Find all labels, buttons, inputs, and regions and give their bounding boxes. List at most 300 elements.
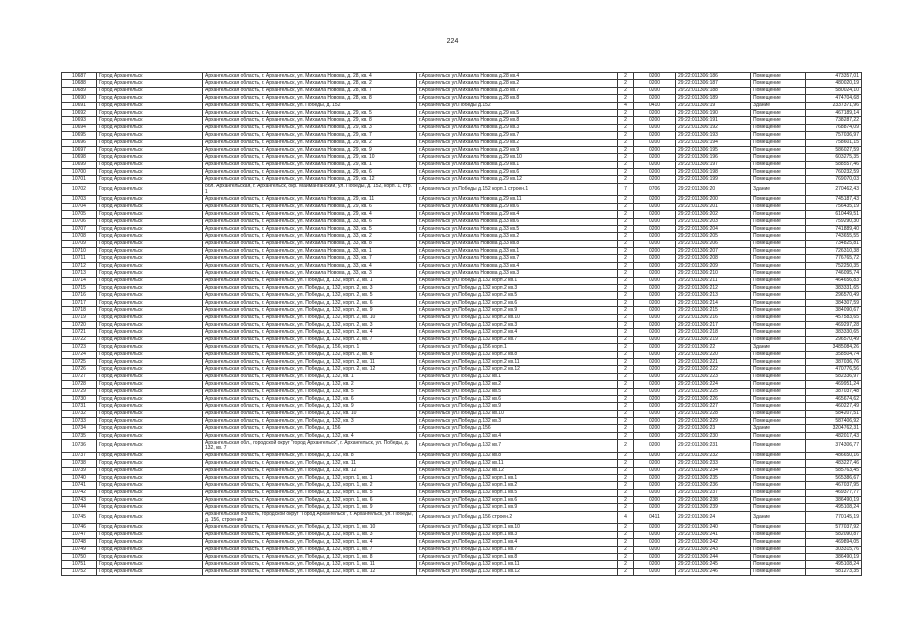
table-row	[62, 504, 862, 511]
full-address-cell: Архангельская область, г. Архангельск, ул. Победы, д. 132, корп. 2, кв. 1	[203, 277, 417, 284]
full-address-cell: Архангельская область, г. Архангельск, ул. Победы, д. 132, кв. 11	[203, 460, 417, 467]
municipality-cell: Город Архангельск	[97, 403, 203, 410]
function-code-cell: 0200	[634, 418, 676, 425]
short-address-cell: г.Архангельск ул.Победы д.132 корп.1 кв.6	[417, 497, 618, 504]
function-code-cell: 0200	[634, 73, 676, 80]
record-id-cell: 10711	[62, 255, 97, 262]
object-type-cell: Помещение	[751, 139, 806, 146]
group-code-cell: 2	[618, 344, 634, 351]
cadastral-number-cell: 29:22:011306:206	[676, 240, 751, 247]
full-address-cell: Архангельская область, г. Архангельск, ул. Михаила Новова, д. 29, кв. 7	[203, 132, 417, 139]
table-row	[62, 553, 862, 560]
record-id-cell: 10713	[62, 270, 97, 277]
function-code-cell: 0200	[634, 285, 676, 292]
short-address-cell: г.Архангельск ул.Победы д.132 корп.1 кв.7	[417, 546, 618, 553]
municipality-cell: Город Архангельск	[97, 336, 203, 343]
record-id-cell: 10720	[62, 322, 97, 329]
cadastral-value-cell: 387037,48	[806, 388, 862, 395]
short-address-cell: г.Архангельск ул.Михаила Новова д.33 кв.4	[417, 262, 618, 269]
municipality-cell: Город Архангельск	[97, 169, 203, 176]
group-code-cell: 2	[618, 233, 634, 240]
cadastral-value-cell: 743655,55	[806, 233, 862, 240]
function-code-cell: 0200	[634, 314, 676, 321]
cadastral-value-cell: 374306,77	[806, 440, 862, 453]
short-address-cell: г.Архангельск ул.Победы д.132 кв.11	[417, 460, 618, 467]
cadastral-value-cell: 480020,19	[806, 80, 862, 87]
short-address-cell: г.Архангельск ул.Победы д.156 корп.1	[417, 344, 618, 351]
cadastral-value-cell: 386490,19	[806, 497, 862, 504]
function-code-cell: 0200	[634, 425, 676, 432]
cadastral-number-cell: 29:22:011306:244	[676, 553, 751, 560]
group-code-cell: 2	[618, 497, 634, 504]
object-type-cell: Помещение	[751, 553, 806, 560]
table-row	[62, 124, 862, 131]
short-address-cell: г.Архангельск ул.Победы д.132 корп.2 кв.6	[417, 299, 618, 306]
short-address-cell: г.Архангельск ул.Победы д.132 кв.2	[417, 381, 618, 388]
short-address-cell: г.Архангельск ул.Победы д.132 корп.1 кв.3	[417, 531, 618, 538]
cadastral-number-cell: 29:22:011306:223	[676, 373, 751, 380]
table-row	[62, 248, 862, 255]
cadastral-number-cell: 29:22:011306:207	[676, 248, 751, 255]
full-address-cell: Архангельская область, г. Архангельск, ул. Михаила Новова, д. 28, кв. 4	[203, 73, 417, 80]
object-type-cell: Помещение	[751, 440, 806, 453]
full-address-cell: Архангельская область, г. Архангельск, ул. Победы, д. 156, корп. 1	[203, 344, 417, 351]
cadastral-value-cell: 465674,62	[806, 395, 862, 402]
cadastral-value-cell: 358504,74	[806, 351, 862, 358]
municipality-cell: Город Архангельск	[97, 211, 203, 218]
municipality-cell: Город Архангельск	[97, 87, 203, 94]
function-code-cell: 0200	[634, 395, 676, 402]
function-code-cell: 0200	[634, 388, 676, 395]
municipality-cell: Город Архангельск	[97, 102, 203, 109]
object-type-cell: Помещение	[751, 336, 806, 343]
group-code-cell: 4	[618, 102, 634, 109]
function-code-cell: 0200	[634, 329, 676, 336]
cadastral-value-cell: 581273,35	[806, 568, 862, 575]
function-code-cell: 0200	[634, 196, 676, 203]
record-id-cell: 10731	[62, 403, 97, 410]
table-row	[62, 80, 862, 87]
function-code-cell: 0200	[634, 322, 676, 329]
full-address-cell: Архангельская область, г. Архангельск, ул. Михаила Новова, д. 29, кв. 8	[203, 117, 417, 124]
object-type-cell: Здание	[751, 344, 806, 351]
function-code-cell: 0200	[634, 132, 676, 139]
short-address-cell: г.Архангельск ул.Победы д.132 корп.1 кв.11	[417, 561, 618, 568]
table-row	[62, 109, 862, 116]
short-address-cell: г.Архангельск ул.Победы д.156	[417, 425, 618, 432]
group-code-cell: 2	[618, 568, 634, 575]
table-body	[62, 73, 862, 576]
short-address-cell: г.Архангельск ул.Михаила Новова д.29 кв.8	[417, 117, 618, 124]
short-address-cell: г.Архангельск ул.Победы д.132 кв.7	[417, 440, 618, 453]
record-id-cell: 10724	[62, 351, 97, 358]
cadastral-value-cell: 610449,51	[806, 211, 862, 218]
full-address-cell: Архангельская область, г. Архангельск, ул. Михаила Новова, д. 33, кв. 5	[203, 225, 417, 232]
short-address-cell: г.Архангельск ул.Михаила Новова д.29 кв.2	[417, 139, 618, 146]
group-code-cell: 2	[618, 146, 634, 153]
cadastral-number-cell: 29:22:011306:241	[676, 531, 751, 538]
full-address-cell: Архангельская область, г. Архангельск, ул. Михаила Новова, д. 28, кв. 8	[203, 95, 417, 102]
short-address-cell: г.Архангельск ул.Победы д.132 кв.10	[417, 410, 618, 417]
municipality-cell: Город Архангельск	[97, 161, 203, 168]
full-address-cell: Архангельская область, г. Архангельск, ул. Победы, д. 132, корп. 1, кв. 12	[203, 568, 417, 575]
full-address-cell: Архангельская область, г. Архангельск, ул. Победы, д. 132, корп. 1, кв. 4	[203, 539, 417, 546]
short-address-cell: г.Архангельск ул.Победы д.132 корп.1 кв.1	[417, 474, 618, 481]
municipality-cell: Город Архангельск	[97, 366, 203, 373]
object-type-cell: Помещение	[751, 388, 806, 395]
group-code-cell: 2	[618, 381, 634, 388]
municipality-cell: Город Архангельск	[97, 307, 203, 314]
cadastral-value-table	[61, 72, 862, 576]
record-id-cell: 10722	[62, 336, 97, 343]
full-address-cell: Архангельская область, г. Архангельск, ул. Михаила Новова, д. 29, кв. 5	[203, 109, 417, 116]
cadastral-number-cell: 29:22:011306:221	[676, 358, 751, 365]
cadastral-number-cell: 29:22:011306:218	[676, 329, 751, 336]
cadastral-value-cell: 460227,49	[806, 403, 862, 410]
table-row	[62, 277, 862, 284]
municipality-cell: Город Архангельск	[97, 474, 203, 481]
object-type-cell: Здание	[751, 102, 806, 109]
municipality-cell: Город Архангельск	[97, 218, 203, 225]
cadastral-number-cell: 29:22:011306:230	[676, 432, 751, 439]
municipality-cell: Город Архангельск	[97, 432, 203, 439]
cadastral-number-cell: 29:22:011306:213	[676, 292, 751, 299]
municipality-cell: Город Архангельск	[97, 460, 203, 467]
cadastral-number-cell: 29:22:011306:243	[676, 546, 751, 553]
municipality-cell: Город Архангельск	[97, 482, 203, 489]
cadastral-value-cell: 483227,46	[806, 460, 862, 467]
table-row	[62, 161, 862, 168]
cadastral-number-cell: 29:22:011306:202	[676, 211, 751, 218]
function-code-cell: 0200	[634, 176, 676, 183]
cadastral-number-cell: 29:22:011306:23	[676, 425, 751, 432]
table-row	[62, 561, 862, 568]
group-code-cell: 2	[618, 225, 634, 232]
cadastral-value-cell: 577037,92	[806, 524, 862, 531]
function-code-cell: 0200	[634, 539, 676, 546]
function-code-cell: 0200	[634, 270, 676, 277]
function-code-cell: 0200	[634, 307, 676, 314]
table-row	[62, 139, 862, 146]
table-row	[62, 292, 862, 299]
cadastral-value-cell: 745187,43	[806, 196, 862, 203]
table-row	[62, 87, 862, 94]
function-code-cell: 0410	[634, 102, 676, 109]
municipality-cell: Город Архангельск	[97, 262, 203, 269]
short-address-cell: г.Архангельск ул.Победы д.132 корп.1 кв.2	[417, 482, 618, 489]
function-code-cell: 0200	[634, 403, 676, 410]
short-address-cell: г.Архангельск ул.Михаила Новова д.29 кв.6	[417, 203, 618, 210]
short-address-cell: г.Архангельск ул.Михаила Новова д.29 кв.12	[417, 176, 618, 183]
cadastral-number-cell: 29:22:011306:239	[676, 504, 751, 511]
cadastral-value-cell: 770145,19	[806, 511, 862, 524]
cadastral-number-cell: 29:22:011306:187	[676, 80, 751, 87]
table-row	[62, 511, 862, 524]
full-address-cell: Архангельская область, г. Архангельск, ул. Победы, д. 132, кв. 9	[203, 403, 417, 410]
cadastral-number-cell: 29:22:011306:203	[676, 218, 751, 225]
table-row	[62, 117, 862, 124]
cadastral-number-cell: 29:22:011306:215	[676, 307, 751, 314]
object-type-cell: Помещение	[751, 366, 806, 373]
record-id-cell: 10736	[62, 440, 97, 453]
cadastral-value-cell: 738287,22	[806, 117, 862, 124]
function-code-cell: 0200	[634, 452, 676, 459]
municipality-cell: Город Архангельск	[97, 381, 203, 388]
full-address-cell: Архангельская область, г. Архангельск, ул. Победы, д. 132, корп. 1, кв. 8	[203, 553, 417, 560]
full-address-cell: Архангельская область, г. Архангельск, ул. Победы, д. 132, корп. 1, кв. 10	[203, 524, 417, 531]
cadastral-value-cell: 486650,16	[806, 452, 862, 459]
table-row	[62, 95, 862, 102]
object-type-cell: Помещение	[751, 546, 806, 553]
short-address-cell: г.Архангельск ул.Победы д.132 корп.1 кв.9	[417, 504, 618, 511]
table-row	[62, 132, 862, 139]
function-code-cell: 0200	[634, 117, 676, 124]
group-code-cell: 2	[618, 240, 634, 247]
municipality-cell: Город Архангельск	[97, 124, 203, 131]
cadastral-value-cell: 296570,49	[806, 336, 862, 343]
record-id-cell: 10708	[62, 233, 97, 240]
function-code-cell: 0200	[634, 561, 676, 568]
table-row	[62, 307, 862, 314]
record-id-cell: 10735	[62, 432, 97, 439]
group-code-cell: 2	[618, 531, 634, 538]
short-address-cell: г.Архангельск ул.Победы д.132 корп.2 кв.3	[417, 322, 618, 329]
table-row	[62, 432, 862, 439]
record-id-cell: 10729	[62, 388, 97, 395]
object-type-cell: Помещение	[751, 351, 806, 358]
cadastral-number-cell: 29:22:011306:22	[676, 344, 751, 351]
cadastral-number-cell: 29:22:011306:188	[676, 87, 751, 94]
function-code-cell: 0200	[634, 524, 676, 531]
table-row	[62, 395, 862, 402]
object-type-cell: Помещение	[751, 132, 806, 139]
table-row	[62, 196, 862, 203]
object-type-cell: Помещение	[751, 403, 806, 410]
municipality-cell: Город Архангельск	[97, 270, 203, 277]
full-address-cell: Архангельская область, г. Архангельск, ул. Победы, д. 132, кв. 8	[203, 452, 417, 459]
function-code-cell: 0200	[634, 336, 676, 343]
table-row	[62, 314, 862, 321]
table-row	[62, 452, 862, 459]
group-code-cell: 2	[618, 154, 634, 161]
object-type-cell: Помещение	[751, 418, 806, 425]
short-address-cell: г.Архангельск ул.Победы д.132 корп.2 кв.1	[417, 277, 618, 284]
cadastral-value-cell: 470776,56	[806, 366, 862, 373]
cadastral-number-cell: 29:22:011306:211	[676, 277, 751, 284]
cadastral-number-cell: 29:22:011306:236	[676, 482, 751, 489]
function-code-cell: 0200	[634, 410, 676, 417]
function-code-cell: 0200	[634, 344, 676, 351]
record-id-cell: 10714	[62, 277, 97, 284]
full-address-cell: Архангельская область, г. Архангельск, ул. Михаила Новова, д. 29, кв. 11	[203, 196, 417, 203]
record-id-cell: 10701	[62, 176, 97, 183]
full-address-cell: Архангельская область, г. Архангельск, ул. Победы, д. 132, корп. 2, кв. 11	[203, 358, 417, 365]
group-code-cell: 2	[618, 489, 634, 496]
function-code-cell: 0200	[634, 211, 676, 218]
short-address-cell: г.Архангельск ул.Победы д.132 кв.6	[417, 395, 618, 402]
full-address-cell: Архангельская область, г. Архангельск, ул. Михаила Новова, д. 29, кв. 9	[203, 146, 417, 153]
group-code-cell: 2	[618, 482, 634, 489]
object-type-cell: Помещение	[751, 203, 806, 210]
record-id-cell: 10748	[62, 539, 97, 546]
object-type-cell: Помещение	[751, 117, 806, 124]
table-row	[62, 211, 862, 218]
group-code-cell: 2	[618, 539, 634, 546]
group-code-cell: 2	[618, 432, 634, 439]
record-id-cell: 10725	[62, 358, 97, 365]
municipality-cell: Город Архангельск	[97, 139, 203, 146]
full-address-cell: Архангельская область, г. Архангельск, ул. Михаила Новова, д. 29, кв. 6	[203, 169, 417, 176]
group-code-cell: 2	[618, 87, 634, 94]
cadastral-number-cell: 29:22:011306:219	[676, 336, 751, 343]
cadastral-value-cell: 457583,65	[806, 314, 862, 321]
cadastral-value-cell: 473357,01	[806, 73, 862, 80]
municipality-cell: Город Архангельск	[97, 176, 203, 183]
municipality-cell: Город Архангельск	[97, 277, 203, 284]
full-address-cell: Архангельская область, г. Архангельск, ул. Победы, д. 132, корп. 2, кв. 7	[203, 336, 417, 343]
group-code-cell: 2	[618, 524, 634, 531]
cadastral-number-cell: 29:22:011306:199	[676, 176, 751, 183]
group-code-cell: 2	[618, 336, 634, 343]
cadastral-value-cell: 296570,49	[806, 292, 862, 299]
cadastral-value-cell: 386490,19	[806, 553, 862, 560]
cadastral-value-cell: 746095,74	[806, 270, 862, 277]
short-address-cell: г.Архангельск ул.Победы д.132 корп.2 кв.9	[417, 307, 618, 314]
record-id-cell: 10696	[62, 139, 97, 146]
cadastral-number-cell: 29:22:011306:209	[676, 262, 751, 269]
function-code-cell: 0200	[634, 482, 676, 489]
group-code-cell: 2	[618, 395, 634, 402]
group-code-cell: 2	[618, 546, 634, 553]
cadastral-value-cell: 752250,35	[806, 262, 862, 269]
function-code-cell: 0200	[634, 351, 676, 358]
cadastral-number-cell: 29:22:011306:212	[676, 285, 751, 292]
short-address-cell: г.Архангельск ул.Победы д.132 кв.12	[417, 467, 618, 474]
record-id-cell: 10747	[62, 531, 97, 538]
object-type-cell: Помещение	[751, 146, 806, 153]
group-code-cell: 2	[618, 418, 634, 425]
full-address-cell: Архангельская область, г. Архангельск, ул. Победы, д. 132, корп. 2, кв. 5	[203, 292, 417, 299]
function-code-cell: 0200	[634, 531, 676, 538]
full-address-cell: Архангельская область, г. Архангельск, ул. Победы, д. 156	[203, 425, 417, 432]
record-id-cell: 10694	[62, 124, 97, 131]
short-address-cell: г.Архангельск ул.Победы д.132 кв.3	[417, 418, 618, 425]
group-code-cell: 2	[618, 366, 634, 373]
full-address-cell: Архангельская область, г. Архангельск, ул. Победы, д. 132, корп. 2, кв. 3	[203, 285, 417, 292]
short-address-cell: г.Архангельск ул.Михаила Новова д.33 кв.6	[417, 218, 618, 225]
function-code-cell: 0200	[634, 255, 676, 262]
municipality-cell: Город Архангельск	[97, 240, 203, 247]
object-type-cell: Помещение	[751, 314, 806, 321]
record-id-cell: 10739	[62, 467, 97, 474]
cadastral-value-cell: 474704,68	[806, 95, 862, 102]
short-address-cell: г.Архангельск ул.Михаила Новова д.29 кв.11	[417, 196, 618, 203]
table-row	[62, 299, 862, 306]
function-code-cell: 0200	[634, 218, 676, 225]
table-row	[62, 203, 862, 210]
group-code-cell: 2	[618, 299, 634, 306]
function-code-cell: 0200	[634, 203, 676, 210]
cadastral-number-cell: 29:22:011306:208	[676, 255, 751, 262]
function-code-cell: 0200	[634, 146, 676, 153]
record-id-cell: 10727	[62, 373, 97, 380]
cadastral-number-cell: 29:22:011306:189	[676, 95, 751, 102]
cadastral-number-cell: 29:22:011306:233	[676, 460, 751, 467]
group-code-cell: 2	[618, 285, 634, 292]
group-code-cell: 2	[618, 425, 634, 432]
municipality-cell: Город Архангельск	[97, 248, 203, 255]
short-address-cell: г.Архангельск ул.Михаила Новова д.29 кв.9	[417, 146, 618, 153]
short-address-cell: г.Архангельск ул.Михаила Новова д.33 кв.3	[417, 270, 618, 277]
record-id-cell: 10702	[62, 183, 97, 196]
group-code-cell: 7	[618, 183, 634, 196]
object-type-cell: Помещение	[751, 196, 806, 203]
short-address-cell: г.Архангельск ул.Михаила Новова д.29 кв.6	[417, 169, 618, 176]
cadastral-number-cell: 29:22:011306:193	[676, 132, 751, 139]
short-address-cell: г.Архангельск ул.Михаила Новова д.33 кв.7	[417, 255, 618, 262]
full-address-cell: Архангельская область, г. Архангельск, ул. Михаила Новова, д. 33, кв. 6	[203, 218, 417, 225]
cadastral-value-cell: 303315,76	[806, 546, 862, 553]
group-code-cell: 4	[618, 511, 634, 524]
cadastral-value-cell: 582090,87	[806, 531, 862, 538]
object-type-cell: Помещение	[751, 270, 806, 277]
record-id-cell: 10707	[62, 225, 97, 232]
cadastral-value-cell: 464656,83	[806, 277, 862, 284]
full-address-cell: Архангельская область, г. Архангельск, ул. Михаила Новова, д. 33, кв. 3	[203, 270, 417, 277]
full-address-cell: Архангельская область, г. Архангельск, ул. Михаила Новова, д. 29, кв. 12	[203, 176, 417, 183]
object-type-cell: Помещение	[751, 211, 806, 218]
record-id-cell: 10740	[62, 474, 97, 481]
cadastral-value-cell: 587406,92	[806, 418, 862, 425]
municipality-cell: Город Архангельск	[97, 539, 203, 546]
group-code-cell: 2	[618, 80, 634, 87]
function-code-cell: 0200	[634, 504, 676, 511]
function-code-cell: 0200	[634, 169, 676, 176]
group-code-cell: 2	[618, 218, 634, 225]
full-address-cell: Архангельская область, г. Архангельск, ул. Михаила Новова, д. 29, кв. 3	[203, 124, 417, 131]
table-row	[62, 183, 862, 196]
object-type-cell: Помещение	[751, 225, 806, 232]
municipality-cell: Город Архангельск	[97, 504, 203, 511]
municipality-cell: Город Архангельск	[97, 418, 203, 425]
full-address-cell: Архангельская область, г. Архангельск, ул. Победы, д. 132, корп. 1, кв. 5	[203, 489, 417, 496]
record-id-cell: 10697	[62, 146, 97, 153]
table-row	[62, 270, 862, 277]
cadastral-value-cell: 588557,46	[806, 161, 862, 168]
cadastral-number-cell: 29:22:011306:190	[676, 109, 751, 116]
function-code-cell: 0200	[634, 381, 676, 388]
object-type-cell: Помещение	[751, 176, 806, 183]
full-address-cell: Архангельская область, г. Архангельск, ул. Михаила Новова, д. 29, кв. 2	[203, 139, 417, 146]
municipality-cell: Город Архангельск	[97, 322, 203, 329]
object-type-cell: Помещение	[751, 73, 806, 80]
cadastral-number-cell: 29:22:011306:201	[676, 203, 751, 210]
cadastral-value-cell: 384307,59	[806, 299, 862, 306]
full-address-cell: Архангельская область, г. Архангельск, ул. Михаила Новова, д. 29, кв. 10	[203, 154, 417, 161]
short-address-cell: г.Архангельск ул.Михаила Новова д.29 кв.3	[417, 124, 618, 131]
cadastral-value-cell: 582336,97	[806, 373, 862, 380]
cadastral-value-cell: 3204762,31	[806, 425, 862, 432]
function-code-cell: 0200	[634, 553, 676, 560]
municipality-cell: Город Архангельск	[97, 568, 203, 575]
page-number: 224	[446, 38, 459, 45]
object-type-cell: Помещение	[751, 80, 806, 87]
cadastral-value-cell: 768874,09	[806, 124, 862, 131]
short-address-cell: г.Архангельск ул.Победы д.132 кв.8	[417, 452, 618, 459]
short-address-cell: г.Архангельск ул.Михаила Новова д.28 кв.2	[417, 80, 618, 87]
short-address-cell: г.Архангельск ул.Михаила Новова д.28 кв.4	[417, 73, 618, 80]
cadastral-number-cell: 29:22:011306:220	[676, 351, 751, 358]
